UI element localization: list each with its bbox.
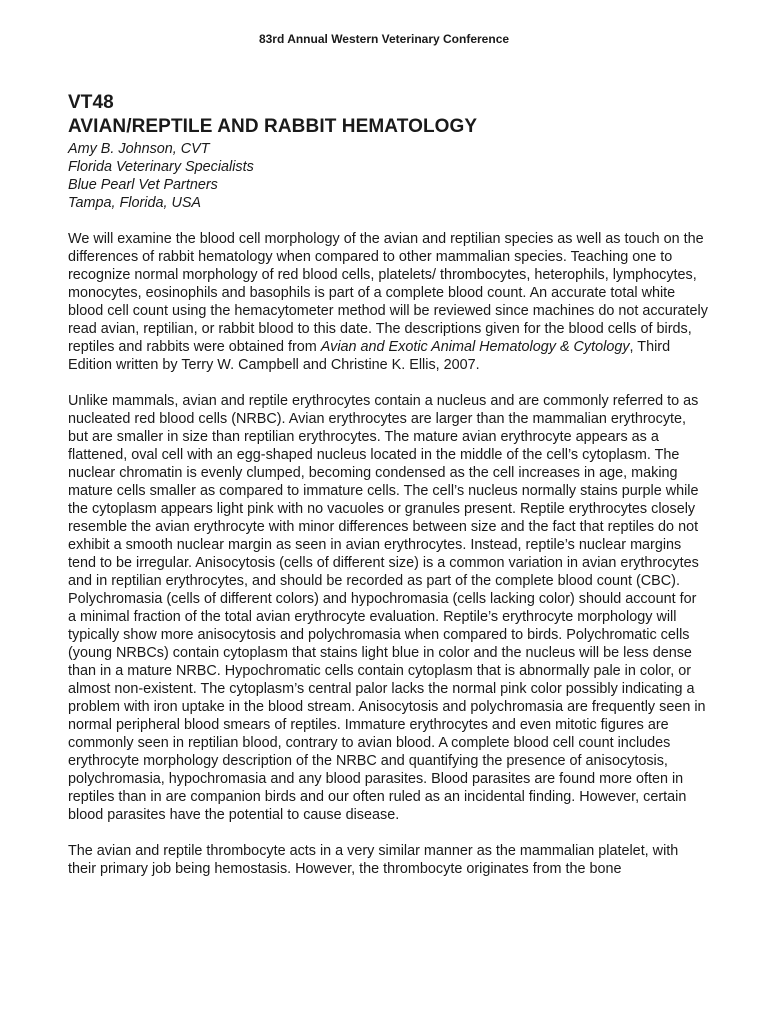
conference-header: 83rd Annual Western Veterinary Conference [258, 32, 510, 46]
author-affiliation-2: Blue Pearl Vet Partners [68, 177, 218, 193]
paragraph-intro-text: We will examine the blood cell morphology of the avian and reptilian species as well as touch on the differences of rabbit hematology when compared to other mammalian species. Teaching one to recognize normal morphology of red blood cells, platelets/ thrombocytes, heterophils, lymphocytes, monocytes, eosinophils and basophils is part of a complete blood count. An accurate total white blood cell count using the hemacytometer method will be reviewed since machines do not accurately read avian, reptilian, or rabbit blood to this date. The descriptions given for the blood cells of birds, reptiles and rabbits were obtained from [68, 231, 708, 355]
author-name: Amy B. Johnson, CVT [68, 141, 210, 157]
paragraph-erythrocytes: Unlike mammals, avian and reptile erythrocytes contain a nucleus and are commonly referred to as nucleated red blood cells (NRBC). Avian erythrocytes are larger than the mammalian erythrocyte, but are smaller in size than reptilian erythrocytes. The mature avian erythrocyte appears as a flattened, oval cell with an egg-shaped nucleus located in the middle of the cell’s cytoplasm. The nuclear chromatin is evenly clumped, becoming condensed as the cell increases in age, making mature cells smaller as compared to immature cells. The cell’s nucleus normally stains purple while the cytoplasm appears light pink with no vacuoles or granules present. Reptile erythrocytes closely resemble the avian erythrocyte with minor differences between size and the fact that reptiles do not exhibit a smooth nuclear margin as seen in avian erythrocytes. Instead, reptile’s nuclear margins tend to be irregular. Anisocytosis (cells of different size) is a common variation in avian erythrocytes and in reptilian erythrocytes, and should be recorded as part of the complete blood count (CBC). Polychromasia (cells of different colors) and hypochromasia (cells lacking color) should account for a minimal fraction of the total avian erythrocyte evaluation. Reptile’s erythrocyte morphology will typically show more anisocytosis and polychromasia when compared to birds. Polychromatic cells (young NRBCs) contain cytoplasm that stains light blue in color and the nucleus will be less dense than in a mature NRBC. Hypochromatic cells contain cytoplasm that is abnormally pale in color, or almost non-existent. The cytoplasm’s central palor lacks the normal pink color possibly indicating a problem with iron uptake in the blood stream. Anisocytosis and polychromasia are frequently seen in normal peripheral blood smears of reptiles. Immature erythrocytes and even mitotic figures are commonly seen in reptilian blood, contrary to avian blood. A complete blood cell count includes erythrocyte morphology description of the NRBC and quantifying the presence of anisocytosis, polychromasia, hypochromasia and any blood parasites. Blood parasites are found more often in reptiles than in are companion birds and our often ruled as an incidental finding. However, certain blood parasites have the potential to cause disease. [68, 393, 706, 823]
session-code: VT48 [68, 92, 114, 113]
author-block [68, 140, 708, 212]
author-location: Tampa, Florida, USA [68, 195, 202, 211]
paragraph-intro [68, 230, 708, 374]
author-affiliation-1: Florida Veterinary Specialists [68, 159, 254, 175]
paragraph-thrombocytes: The avian and reptile thrombocyte acts in a very similar manner as the mammalian platelet, with their primary job being hemostasis. However, the thrombocyte originates from the bone [68, 843, 679, 877]
document-title: AVIAN/REPTILE AND RABBIT HEMATOLOGY [68, 116, 478, 137]
body-text [68, 230, 708, 878]
book-title: Avian and Exotic Animal Hematology & Cytology [320, 339, 630, 355]
paragraph-intro-tail: , Third Edition written by Terry W. Campbell and Christine K. Ellis, 2007. [68, 339, 671, 373]
document-body [68, 91, 708, 878]
